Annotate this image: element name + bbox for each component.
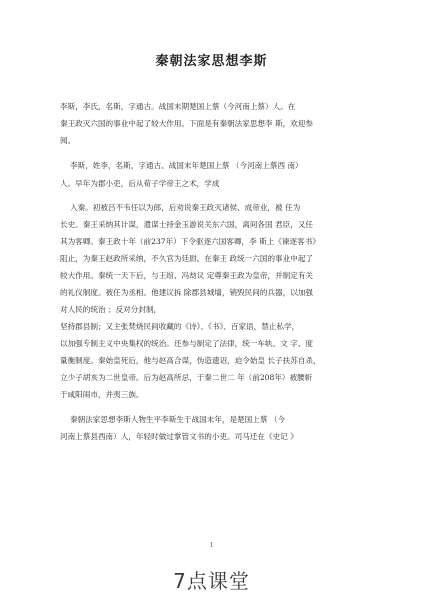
- text-line: 坚持郡县制；又主张焚烧民间收藏的《诗》、《书》、百家语，禁止私学，: [60, 322, 300, 331]
- text-line: 其为客卿。秦王政十年（前237年）下令驱逐六国客卿，李 斯上《谏逐客书》: [60, 237, 320, 246]
- text-line: 入秦。初被吕不韦任以为郎，后劝说秦王政灭诸侯、成帝业，被 任为: [70, 203, 301, 212]
- text-line: 李斯，姓李，名斯，字通古。战国末年楚国上蔡 （今河南上蔡西 南）: [70, 161, 303, 170]
- text-line: 的礼仪制度。被任为丞相。他建议拆 除郡县城墙，销毁民间的兵器，以加强: [60, 288, 314, 297]
- text-line: 李斯，李氏，名斯，字通古。战国末期楚国上蔡（今河南上蔡）人。在: [60, 102, 296, 111]
- text-line: 阻止，为秦王赵政所采纳，不久官为廷尉。在秦王 政统一六国的事业中起了: [60, 254, 314, 263]
- text-line: 对人民的统治 ；反对分封制，: [60, 305, 162, 314]
- text-line: 量衡制度。秦始皇死后，他与赵高合谋，伪造遗诏，迫令始皇 长子扶苏自杀，: [60, 356, 321, 365]
- page-number: 1: [209, 542, 214, 549]
- text-line: 人。早年为郡小吏，后从荀子学帝王之术，学成: [60, 179, 220, 188]
- text-line: 于咸阳闹市，并夷三族。: [60, 390, 144, 399]
- text-line: 河南上蔡县西南）人，年轻时做过掌管文书的小吏。司马迁在《史记 》: [60, 432, 298, 441]
- text-line: 以加强专制主义中央集权的统治。还参与制定了法律，统一车轨、文 字、度: [60, 339, 314, 348]
- text-line: 长史。秦王采纳其计谋，遣谋士持金玉游说关东六国，离间各国 君臣，又任: [60, 220, 314, 229]
- text-line: 秦王政灭六国的事业中起了较大作用。下面是有秦朝法家思想李 斯，欢迎参: [60, 119, 314, 128]
- document-title: 秦朝法家思想李斯: [155, 54, 268, 69]
- text-line: 立少子胡亥为二世皇帝。后为赵高所忌，于秦二世二 年（前208年）被腰斩: [60, 373, 313, 382]
- watermark-logo-text: 7点课堂: [173, 569, 250, 593]
- text-line: 阅。: [60, 136, 76, 145]
- text-line: 秦朝法家思想李斯人物生平李斯生于战国末年，是楚国上蔡 （今: [70, 415, 286, 424]
- text-line: 较大作用。秦统一天下后，与王绾、冯劫议 定尊秦王政为皇帝，并制定有关: [60, 271, 314, 280]
